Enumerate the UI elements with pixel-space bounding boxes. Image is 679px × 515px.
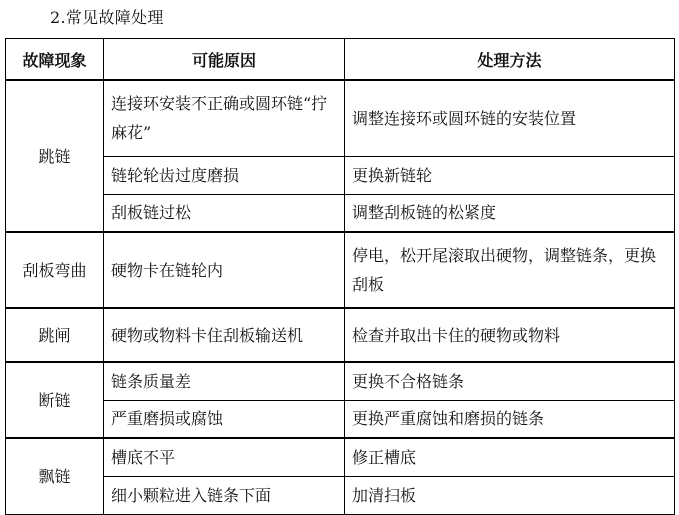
header-cause: 可能原因 — [104, 39, 345, 81]
table-row — [6, 80, 675, 156]
table-row — [6, 308, 675, 362]
phenomenon-cell: 跳闸 — [6, 308, 104, 362]
fix-cell: 更换不合格链条 — [345, 362, 675, 400]
table-header-row — [6, 39, 675, 81]
fix-cell: 修正槽底 — [345, 438, 675, 476]
cause-cell: 槽底不平 — [104, 438, 345, 476]
section-title: 2.常见故障处理 — [50, 8, 164, 27]
fix-cell: 调整刮板链的松紧度 — [345, 194, 675, 232]
fix-cell: 更换新链轮 — [345, 156, 675, 194]
table-row — [6, 438, 675, 476]
phenomenon-cell: 刮板弯曲 — [6, 232, 104, 308]
table-row — [6, 156, 675, 194]
phenomenon-cell: 断链 — [6, 362, 104, 438]
table-row — [6, 232, 675, 308]
cause-cell: 硬物卡在链轮内 — [104, 232, 345, 308]
cause-cell: 细小颗粒进入链条下面 — [104, 476, 345, 514]
fix-cell: 调整连接环或圆环链的安装位置 — [345, 80, 675, 156]
cause-cell: 链条质量差 — [104, 362, 345, 400]
fix-cell: 更换严重腐蚀和磨损的链条 — [345, 400, 675, 438]
fix-cell: 检查并取出卡住的硬物或物料 — [345, 308, 675, 362]
table-row — [6, 362, 675, 400]
fix-cell: 加清扫板 — [345, 476, 675, 514]
phenomenon-cell: 跳链 — [6, 80, 104, 232]
header-fix: 处理方法 — [345, 39, 675, 81]
table-row — [6, 400, 675, 438]
header-phenomenon: 故障现象 — [6, 39, 104, 81]
fix-cell: 停电，松开尾滚取出硬物，调整链条，更换刮板 — [345, 232, 675, 308]
cause-cell: 刮板链过松 — [104, 194, 345, 232]
cause-cell: 链轮轮齿过度磨损 — [104, 156, 345, 194]
cause-cell: 硬物或物料卡住刮板输送机 — [104, 308, 345, 362]
fault-handling-table — [5, 38, 675, 515]
table-row — [6, 194, 675, 232]
cause-cell: 严重磨损或腐蚀 — [104, 400, 345, 438]
phenomenon-cell: 飘链 — [6, 438, 104, 514]
table-row — [6, 476, 675, 514]
cause-cell: 连接环安装不正确或圆环链“拧麻花” — [104, 80, 345, 156]
